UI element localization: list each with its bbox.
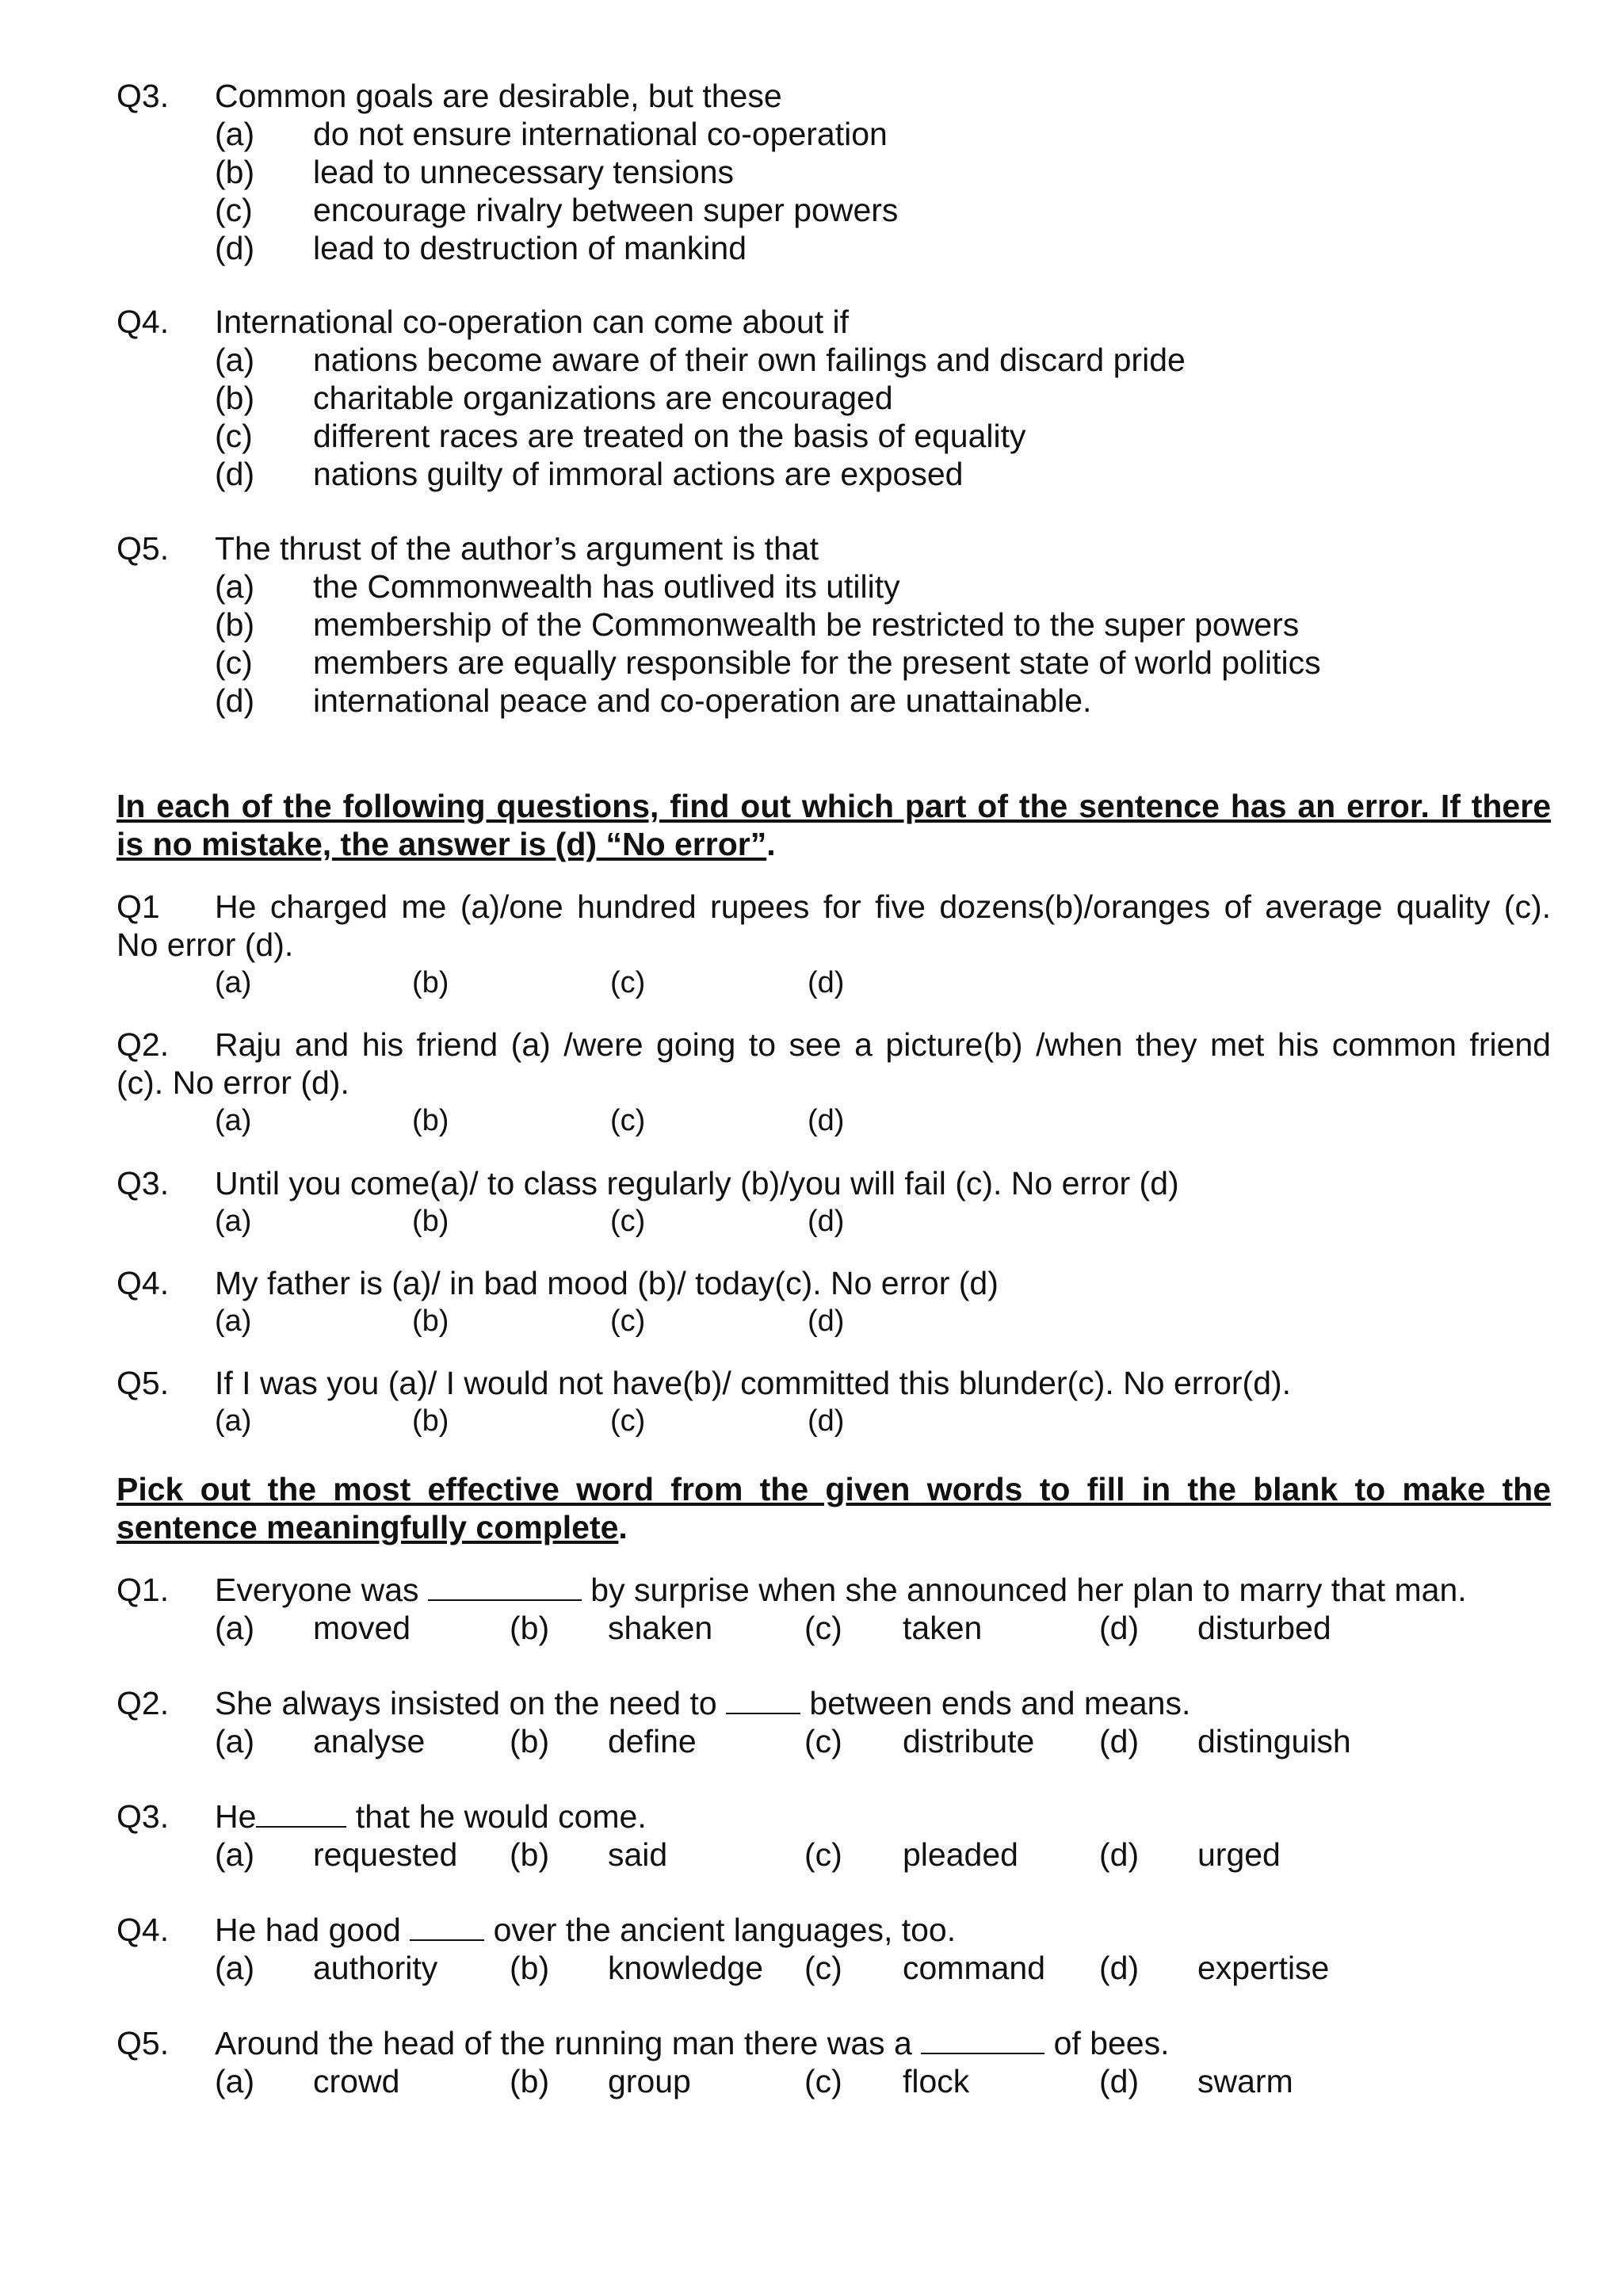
option-text: membership of the Commonwealth be restricted to the super powers [313, 606, 1300, 643]
heading-line: In each of the following questions, find out which part of the sentence has an error. If there [116, 788, 1551, 824]
question-number: Q3. [116, 78, 170, 114]
option-label: (b) [510, 1723, 550, 1759]
part-label: (b) [412, 1404, 449, 1438]
part-label: (c) [610, 966, 646, 999]
question-text: If I was you (a)/ I would not have(b)/ committed this blunder(c). No error(d). [215, 1365, 1292, 1401]
part-label: (a) [215, 1104, 252, 1137]
part-label: (a) [215, 1205, 252, 1238]
option-label: (b) [215, 606, 255, 643]
question-number: Q5. [116, 1365, 170, 1401]
fill-question-q4 [116, 1911, 1551, 1987]
option-row [116, 191, 1551, 229]
sentence-after-blank: by surprise when she announced her plan to marry that man. [581, 1572, 1467, 1608]
part-label: (b) [412, 1205, 449, 1238]
option-text: encourage rivalry between super powers [313, 192, 899, 228]
option-text: distinguish [1197, 1723, 1351, 1759]
sentence-after-blank: between ends and means. [800, 1685, 1191, 1721]
question-number: Q4. [116, 1265, 170, 1301]
part-label: (c) [610, 1104, 646, 1137]
option-text: members are equally responsible for the present state of world politics [313, 644, 1321, 681]
answer-blank [428, 1571, 582, 1601]
question-line: Raju and his friend (a) /were going to see a picture(b) /when they met his common friend [215, 1026, 1551, 1063]
option-label: (d) [1099, 1836, 1140, 1873]
heading-end: . [618, 1509, 628, 1545]
sentence-after-blank: of bees. [1044, 2025, 1170, 2061]
option-row [116, 682, 1551, 720]
question-number: Q4. [116, 304, 170, 340]
option-label: (d) [1099, 1610, 1140, 1646]
heading-line: is no mistake, the answer is (d) “No error” [116, 826, 767, 862]
option-label: (b) [510, 1950, 550, 1986]
option-row [116, 229, 1551, 267]
option-label: (a) [215, 568, 255, 605]
error-question-q5 [116, 1364, 1551, 1440]
option-text: authority [313, 1950, 438, 1986]
option-label: (b) [510, 2063, 550, 2099]
option-text: disturbed [1197, 1610, 1331, 1646]
sentence-before-blank: Everyone was [215, 1572, 428, 1608]
option-label: (c) [804, 1950, 842, 1986]
fill-question-q3 [116, 1797, 1551, 1874]
question-stem: The thrust of the author’s argument is that [215, 530, 819, 567]
sentence-before-blank: Around the head of the running man there was a [215, 2025, 922, 2061]
error-question-q3 [116, 1164, 1551, 1240]
fill-question-q1 [116, 1571, 1551, 1647]
option-label: (a) [215, 2063, 255, 2099]
option-text: taken [903, 1610, 983, 1646]
option-text: charitable organizations are encouraged [313, 380, 893, 416]
option-text: nations guilty of immoral actions are exposed [313, 456, 964, 492]
question-number: Q3. [116, 1165, 170, 1201]
option-label: (a) [215, 1950, 255, 1986]
option-text: knowledge [608, 1950, 764, 1986]
option-row [116, 341, 1551, 379]
option-text: do not ensure international co-operation [313, 116, 888, 152]
option-text: lead to unnecessary tensions [313, 154, 735, 190]
option-text: moved [313, 1610, 411, 1646]
comprehension-question-q3 [116, 77, 1551, 267]
option-label: (b) [510, 1610, 550, 1646]
fill-question-q5 [116, 2024, 1551, 2100]
option-text: pleaded [903, 1836, 1018, 1873]
option-text: swarm [1197, 2063, 1293, 2099]
part-label: (d) [808, 1205, 845, 1238]
option-label: (a) [215, 1723, 255, 1759]
option-row [116, 153, 1551, 191]
option-row [116, 115, 1551, 153]
option-label: (c) [804, 2063, 842, 2099]
question-line: No error (d). [116, 926, 294, 963]
part-label: (c) [610, 1305, 646, 1338]
answer-blank [921, 2024, 1044, 2054]
part-label: (d) [808, 1404, 845, 1438]
question-number: Q2. [116, 1685, 170, 1721]
option-label: (a) [215, 116, 255, 152]
option-label: (d) [215, 682, 255, 719]
option-text: shaken [608, 1610, 713, 1646]
question-line: He charged me (a)/one hundred rupees for five dozens(b)/oranges of average quality (c). [215, 888, 1551, 925]
sentence-after-blank: that he would come. [346, 1798, 647, 1835]
option-label: (b) [215, 380, 255, 416]
option-label: (d) [1099, 1950, 1140, 1986]
question-text: Until you come(a)/ to class regularly (b)/you will fail (c). No error (d) [215, 1165, 1179, 1201]
answer-blank [410, 1911, 484, 1941]
part-label: (b) [412, 1104, 449, 1137]
question-line: (c). No error (d). [116, 1064, 349, 1101]
part-label: (a) [215, 1305, 252, 1338]
part-label: (c) [610, 1404, 646, 1438]
error-question-q1 [116, 888, 1551, 1002]
option-label: (c) [215, 644, 253, 681]
comprehension-question-q5 [116, 529, 1551, 720]
option-label: (d) [215, 456, 255, 492]
question-number: Q3. [116, 1798, 170, 1835]
error-question-q2 [116, 1026, 1551, 1140]
question-text: My father is (a)/ in bad mood (b)/ today(c). No error (d) [215, 1265, 999, 1301]
heading-end: . [766, 826, 776, 862]
option-text: the Commonwealth has outlived its utility [313, 568, 900, 605]
option-label: (c) [215, 192, 253, 228]
option-text: define [608, 1723, 697, 1759]
question-stem: Common goals are desirable, but these [215, 78, 782, 114]
option-label: (b) [510, 1836, 550, 1873]
option-text: urged [1197, 1836, 1281, 1873]
question-number: Q2. [116, 1026, 170, 1063]
option-text: said [608, 1836, 668, 1873]
part-label: (c) [610, 1205, 646, 1238]
option-row [116, 606, 1551, 644]
option-label: (a) [215, 342, 255, 378]
part-label: (b) [412, 966, 449, 999]
option-text: requested [313, 1836, 458, 1873]
part-label: (a) [215, 1404, 252, 1438]
question-number: Q4. [116, 1912, 170, 1948]
comprehension-question-q4 [116, 303, 1551, 493]
option-label: (c) [804, 1836, 842, 1873]
answer-blank [256, 1797, 346, 1828]
part-label: (d) [808, 966, 845, 999]
option-text: nations become aware of their own failings and discard pride [313, 342, 1186, 378]
option-label: (d) [215, 230, 255, 266]
option-label: (a) [215, 1836, 255, 1873]
option-label: (b) [215, 154, 255, 190]
option-text: expertise [1197, 1950, 1330, 1986]
question-stem: International co-operation can come about if [215, 304, 850, 340]
option-row [116, 379, 1551, 417]
error-question-q4 [116, 1264, 1551, 1340]
question-number: Q1. [116, 1572, 170, 1608]
option-label: (d) [1099, 1723, 1140, 1759]
question-number: Q5. [116, 2025, 170, 2061]
part-label: (d) [808, 1104, 845, 1137]
sentence-before-blank: He [215, 1798, 257, 1835]
fill-section-heading [116, 1470, 1551, 1546]
sentence-before-blank: She always insisted on the need to [215, 1685, 727, 1721]
option-text: lead to destruction of mankind [313, 230, 747, 266]
sentence-after-blank: over the ancient languages, too. [484, 1912, 957, 1948]
error-section-heading [116, 787, 1551, 863]
option-label: (c) [804, 1610, 842, 1646]
option-text: crowd [313, 2063, 400, 2099]
sentence-before-blank: He had good [215, 1912, 411, 1948]
part-label: (a) [215, 966, 252, 999]
option-text: command [903, 1950, 1046, 1986]
question-number: Q1 [116, 888, 160, 925]
option-label: (c) [215, 418, 253, 454]
heading-line: sentence meaningfully complete [116, 1509, 619, 1545]
option-text: group [608, 2063, 691, 2099]
heading-line: Pick out the most effective word from the given words to fill in the blank to make the [116, 1471, 1551, 1507]
question-number: Q5. [116, 530, 170, 567]
option-text: international peace and co-operation are unattainable. [313, 682, 1092, 719]
option-row [116, 455, 1551, 493]
option-row [116, 417, 1551, 455]
option-label: (c) [804, 1723, 842, 1759]
option-row [116, 567, 1551, 606]
option-text: analyse [313, 1723, 426, 1759]
option-text: flock [903, 2063, 970, 2099]
part-label: (d) [808, 1305, 845, 1338]
option-row [116, 644, 1551, 682]
option-text: different races are treated on the basis of equality [313, 418, 1026, 454]
option-text: distribute [903, 1723, 1035, 1759]
option-label: (a) [215, 1610, 255, 1646]
option-label: (d) [1099, 2063, 1140, 2099]
fill-question-q2 [116, 1684, 1551, 1760]
part-label: (b) [412, 1305, 449, 1338]
answer-blank [726, 1684, 800, 1714]
